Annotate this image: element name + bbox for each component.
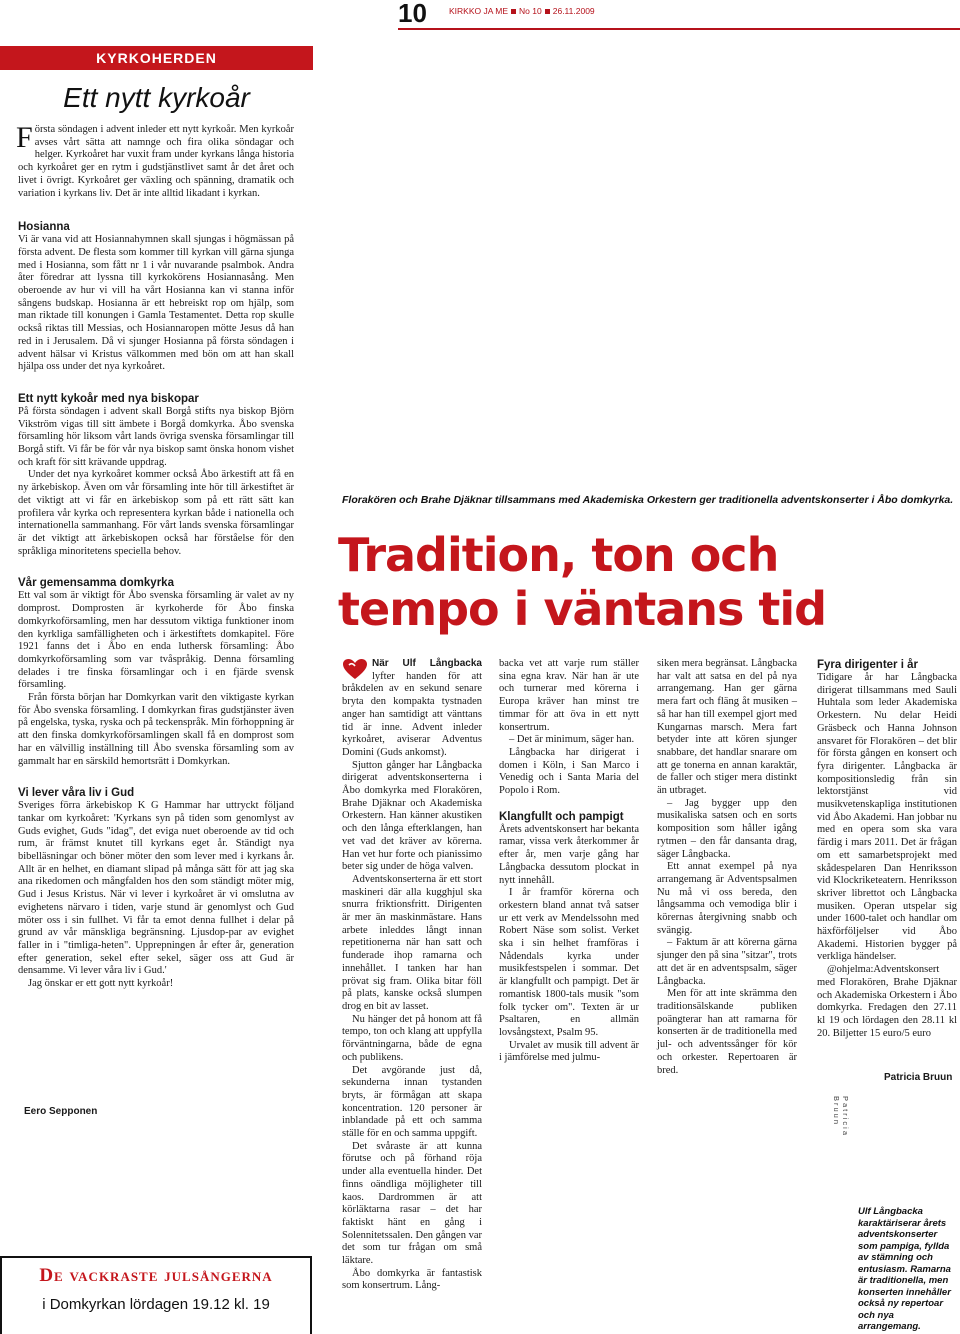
- ad-title: De vackraste julsångerna: [39, 1265, 273, 1286]
- body-paragraph: Men för att inte skrämma den traditionsälskande publiken poängterar han att ramarna för konserten är de traditionella med jul- och adventssånger för kör och orkester. Repertoaren är bred.: [657, 988, 797, 1076]
- body-paragraph: Adventskonserterna är ett stort maskineri där alla kugghjul ska snurra friktionsfritt. Dirigenten är mer än maskinmästare. Hans arbete inleddes långt innan repetitionerna när han satt och funderade ihop ramarna och innehållet. I tanken har han prövat sig fram. Olika bitar föll på plats, kanske också slumpen drog en bit av lasset.: [342, 873, 482, 1012]
- publication-name: KIRKKO JA ME: [449, 6, 509, 16]
- body-paragraph: backa vet att varje rum ställer sina egna krav. När han är ute och turnerar med körerna i Europa kräver han minst tre timmar för att öva in ett nytt konsertrum.: [499, 658, 639, 733]
- event-info: @ohjelma:Adventskonsert med Florakören, Brahe Djäknar och Akademiska Orkestern i Åbo domkyrka. Fredagen den 27.11 kl 19 och lördagen den 28.11 kl 20. Biljetter 15 euro/5 euro: [817, 964, 957, 1039]
- body-paragraph: Urvalet av musik till advent är i jämförelse med julmu-: [499, 1039, 639, 1064]
- body-paragraph: Åbo domkyrka är fantastisk som konsertrum. Lång-: [342, 1267, 482, 1292]
- section-heading: Vår gemensamma domkyrka: [18, 577, 174, 590]
- lead-text: lyfter handen för att bråkdelen av en sekund senare bryta den kompakta tystnaden anger han samtidigt att vänttans tid är inne. Advent inleder kyrkoåret, aviserar Adventus Domini (Guds ankomst).: [342, 670, 482, 758]
- section-paragraph: Från första början har Domkyrkan varit den viktigaste kyrkan för Åbo svenska församling. I domkyrkan firas gudstjänster även på engelska, tyska, ryska och på teckenspråk. Min förhoppning är att den finska domkyrkoförsamlingen skall få en domprost som har en välvillig inställning till Åbo svenska församling som av gammalt har en särskild hemortsrätt i Domkyrkan.: [18, 692, 294, 767]
- article-column-1: [342, 658, 482, 1293]
- article-column-2: [499, 658, 639, 1065]
- body-paragraph: Långbacka har dirigerat i domen i Köln, i San Marco i Venedig och i Santa Maria del Popolo i Rom.: [499, 746, 639, 797]
- headline: Tradition, ton och tempo i väntans tid: [338, 528, 827, 636]
- column-title: Ett nytt kyrkoår: [63, 82, 250, 113]
- lead-name: När Ulf Långbacka: [372, 658, 482, 669]
- body-paragraph: – Det är minimum, säger han.: [509, 734, 635, 746]
- body-paragraph: Nu hänger det på honom att få tempo, ton och klang att uppfylla förväntningarna, både de egna och publikens.: [342, 1013, 482, 1063]
- section-liv-i-gud: [18, 786, 294, 991]
- body-paragraph: Tidigare år har Långbacka dirigerat tillsammans med Sauli Huhtala som leder Akademiska Orkestern. Nu delar Heidi Gräsbeck och Hanna Johnson ansvaret för Florakören – det blir för första gången en konsert och fyra dirigenter. Långbacka är kompositionsledig från sin lektorstjänst vid musikvetenskapliga institutionen vid Åbo Akademi. Han jobbar nu med en opera som ska vara färdig i mars 2011. Det är frågan om ett samarbetsprojekt med skådespelaren Dan Henriksson vid Klockriketeatern. Henriksson skriver librettot och Långbacka musiken. Operan utspelar sig under 1600-talet och handlar om häxförföljelser vid Åbo Akademi. Historien bygger på verkliga händelser.: [817, 672, 957, 963]
- photo-caption: Florakören och Brahe Djäknar tillsammans med Akademiska Orkestern ger traditionella adventskonserter i Åbo domkyrka.: [342, 494, 954, 506]
- section-biskopar: [18, 392, 294, 558]
- section-paragraph: På första söndagen i advent skall Borgå stifts nya biskop Björn Vikström vigas till sitt ämbete i Borgå domkyrka. Åbo svenska församling hör liksom vårt lands övriga svenska församlingar till Borgå stift. Vi får be för vår nya biskop samt önska honom vishet och kraft för sitt krävande uppdrag.: [18, 405, 294, 468]
- body-paragraph: Ett annat exempel på nya arrangemang är Adventspsalmen Nu må vi oss bereda, den långsamma och vemodiga blir i körernas återgivning snabb och svängig.: [657, 861, 797, 936]
- body-paragraph: Årets adventskonsert har bekanta ramar, vissa verk återkommer år efter år, men varje gång har Långbacka dessutom plockat in nytt innehåll.: [499, 823, 639, 886]
- lead-paragraph: [342, 658, 482, 760]
- section-hosianna: [18, 220, 294, 374]
- intro-text: örsta söndagen i advent inleder ett nytt kyrkoår. Men kyrkoår avses vårt sätta att namnge och fira olika söndagar och helger. Kyrkoåret har vuxit fram under kyrkans långa historia och kyrkoåret ger en rytm i gudstjänstlivet samt år det året och livet i övrigt. Kyrkoåret ger växling och spänning, dramatik och variation i kyrkans liv. Det är inte alltid likadant i kyrkan.: [18, 124, 294, 199]
- section-heading: Ett nytt kykoår med nya biskopar: [18, 392, 199, 405]
- photo-credit: Patricia Bruun: [832, 1096, 850, 1138]
- subheading: Klangfullt och pampigt: [499, 810, 624, 823]
- article-column-3: [657, 658, 797, 1077]
- section-domkyrka: [18, 576, 294, 768]
- byline: Patricia Bruun: [884, 1072, 953, 1083]
- body-paragraph: Det avgörande just då, sekunderna innan tystanden bryts, är förmågan att skapa koncentration. 120 personer är inblandade på ett och samma ställe för en och samma uppgift.: [342, 1064, 482, 1140]
- section-paragraph: Under det nya kyrkoåret kommer också Åbo ärkestift att få en ny ärkebiskop. Även om vår församling inte hör till ärkestiftet är det viktigt att vi får en ärkebiskop som på ett rätt sätt kan profilera vår kyrka och representera kyrkan både i nationella och internationella sammanhang. För vårt lands svenska församlingar är det viktigt att ärkebiskopen också har förståelse för den språkliga minoritetens speciella behov.: [18, 469, 294, 557]
- ad-subtitle: i Domkyrkan lördagen 19.12 kl. 19: [42, 1296, 270, 1313]
- dropcap: F: [16, 121, 33, 154]
- separator-square-icon: [545, 9, 550, 14]
- byline: Eero Sepponen: [24, 1106, 98, 1117]
- section-heading: Hosianna: [18, 221, 70, 234]
- section-paragraph: Sveriges förra ärkebiskop K G Hammar har uttryckt följand tankar om kyrkoåret: 'Kyrkans syn på tiden som genomlyst av Guds evighet, Guds "idag", det eviga nuet oberoende av tid och rum, är främst knutet till kyrkans eget år. Ständigt nya bibelläsningar och böner möter den som lever med i kyrkans år. Allt är en helhet, en diamant slipad på många sätt för att jag ska ana rikedomen och mångfalden hos den som ständigt möter mig, Gud i Jesus Kristus. När vi lever i kyrkoåret är vi omslutna av evighetens närvaro i tiden, varje stund är genomlyst och Gud möter oss i sin fullhet. Vi får ta emot denna fullhet i delar på grund av vår mänskliga begränsning. Ljusdop-par av evighet faller in i "timliga-heten". Upprepningen år efter år, generation efter generation, sekel efter sekel, säger oss att Gud är densamme. Vi lever våra liv i Gud.': [18, 800, 294, 977]
- issue-line: [449, 6, 595, 16]
- issue-date: 26.11.2009: [552, 6, 595, 16]
- separator-square-icon: [511, 9, 516, 14]
- section-paragraph: Ett val som är viktigt för Åbo svenska församling är valet av ny domprost. Domprosten är kyrkoherde för Åbo finska domkyrkoförsamling, men har dessutom viktiga funktioner inom den kyrkliga samfälligheten och i ärkestiftets domkapitel. Före 1921 fanns det i Åbo en enda luthersk församling: Åbo domkyrkoförsamling som var tvåspråkig. Denna församling delades i tre finska församlingar och i en fjärde svensk församling.: [18, 590, 294, 691]
- issue-number: No 10: [519, 6, 542, 16]
- side-caption: Ulf Långbacka karaktäriserar årets adventskonserter som pampiga, fyllda av stämning och entusiasm. Ramarna är traditionella, men konserten innehåller också ny repertoar och nya arrangemang.: [858, 1206, 951, 1332]
- section-paragraph: Jag önskar er ett gott nytt kyrkoår!: [28, 978, 174, 990]
- section-banner: KYRKOHERDEN: [0, 46, 313, 70]
- body-paragraph: Sjutton gånger har Långbacka dirigerat adventskonserterna i Åbo domkyrka med Florakören, Brahe Djäknar och Akademiska Orkestern. Han känner akustiken och den långa efterklangen, han vet vad det kräver av körerna. Han vet hur forte och pianissimo beter sig under de höga valven.: [342, 759, 482, 873]
- page-number: 10: [398, 0, 427, 28]
- body-paragraph: siken mera begränsat. Långbacka har valt att satsa en del på nya arrangemang. Han ger gärna mera fart och fläng åt musiken – så har han till exempel gjort med Kungarnas marsch. Mera fart betyder inte att kören sjunger snabbare, det handlar snarare om att ge tonerna en annan karaktär, de faller och stiger mera distinkt än utbraget.: [657, 658, 797, 797]
- section-heading: Vi lever våra liv i Gud: [18, 787, 135, 800]
- body-paragraph: – Faktum är att körerna gärna sjunger den på sina "sitzar", trots att det är en adventspsalm, säger Långbacka.: [657, 937, 797, 987]
- body-paragraph: – Jag bygger upp den musikaliska satsen och en sorts komposition som håller igång rytmen – den får dansanta drag, säger Långbacka.: [657, 797, 797, 860]
- heart-logo-icon: [342, 658, 368, 680]
- left-column: [16, 121, 294, 991]
- body-paragraph: I år framför körerna och orkestern bland annat två satser ur ett verk av Mendelssohn med Robert Näse som solist. Verket ska i sin helhet framföras i Nådendals kyrka under musikfestspelen i sommar. Det är klangfullt och pampigt. Det är romantisk 1800-tals musik "som folk tycker om". Texten är ur Psaltaren, en allmän lovsångstext, Psalm 95.: [499, 887, 639, 1038]
- body-paragraph: Det svåraste är att kunna förutse och på förhand röja under alla eventuella hinder. Det finns oändliga möjligheter till kaos. Dardrommen är att körläktarna rasar – det har faktiskt hänt en gång i Solennitetssalen. Den gången var det som tur frågan om små läktare.: [342, 1140, 482, 1267]
- intro-paragraph: [16, 121, 294, 200]
- section-paragraph: Vi är vana vid att Hosiannahymnen skall sjungas i högmässan på första advent. De flesta som kommer till kyrkan vill gärna sjunga med i Hosianna, som fått nr 1 i vår nuvarande psalmbok. Andra åter föredrar att lyssna till kyrkokörens Hosiannasång. Men oberoende av hur vi vill ha vårt Hosianna kan vi stanna inför sångens budskap. Hosianna är ett hebreiskt rop om hjälp, som man riktade till konungen i Gamla Testamentet. Detta rop skulle också riktas till Messias, och Hosiannaropen mötte Jesus då han red in i Jerusalem. Då vi sjunger Hosianna på första söndagen i advent hälsar vi Kristus välkommen med bön om att han skall hjälpa oss under det nya kyrkoåret.: [18, 234, 294, 373]
- header-rule: [398, 28, 960, 30]
- subheading: Fyra dirigenter i år: [817, 659, 918, 671]
- article-column-4: [817, 658, 957, 1040]
